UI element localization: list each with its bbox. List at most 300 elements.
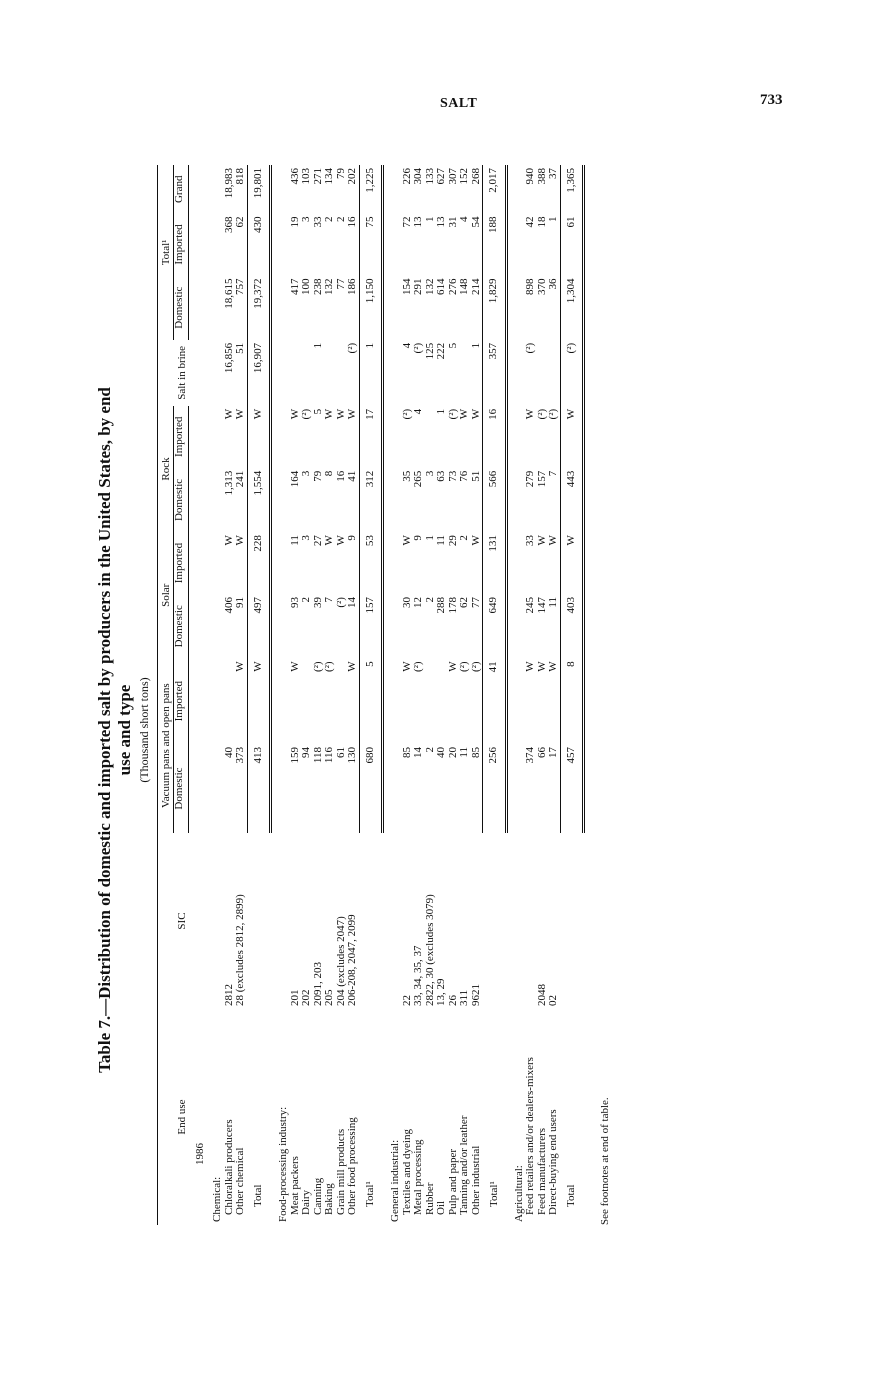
col-end-use: End use — [158, 1009, 189, 1225]
sic-code: 33, 34, 35, 37 — [412, 945, 424, 1006]
table-cell: 4 — [458, 216, 470, 223]
table-cell: W — [234, 661, 246, 672]
total-cell: W — [560, 406, 584, 468]
table-row — [525, 165, 537, 1225]
table-row — [425, 165, 437, 1225]
table-cell: 62 — [458, 597, 470, 609]
end-use-label: Other industrial — [469, 1145, 482, 1215]
table-cell: 388 — [535, 168, 548, 185]
table-cell: 3 — [300, 216, 312, 223]
table-cell — [425, 406, 437, 468]
table-cell: 5 — [311, 408, 324, 415]
total-label: Total¹ — [487, 1181, 500, 1207]
table-cell: 54 — [469, 216, 482, 228]
table-cell: 37 — [547, 168, 559, 179]
table-cell: 36 — [547, 278, 559, 290]
table-cell: 178 — [446, 597, 459, 614]
total-cell: 16,907 — [247, 340, 271, 406]
sic-code: 2048 — [535, 984, 548, 1006]
sic-code: 28 (excludes 2812, 2899) — [234, 894, 247, 1006]
table-cell: 19 — [288, 216, 301, 228]
table-cell: (²) — [300, 408, 312, 420]
section-heading: Food-processing industry: — [277, 1106, 289, 1222]
table-cell: W — [234, 408, 246, 420]
total-cell: 53 — [359, 532, 383, 594]
table-cell: W — [547, 661, 559, 672]
table-cell: 3 — [300, 535, 312, 541]
table-cell: 157 — [535, 470, 548, 488]
table-cell: 130 — [346, 747, 358, 764]
table-cell: 79 — [311, 470, 324, 482]
total-cell: 19,801 — [247, 165, 271, 214]
table-cell: W — [535, 535, 548, 546]
end-use-label: Dairy — [300, 1189, 312, 1215]
table-cell: W — [334, 535, 347, 546]
table-cell: 9 — [346, 535, 358, 541]
table-cell: 18,983 — [222, 168, 235, 199]
table-cell: 66 — [535, 747, 548, 758]
footnote-reference: See footnotes at end of table. — [599, 1097, 611, 1225]
rotated-table-block — [95, 150, 735, 1310]
total-cell: 1,829 — [483, 275, 507, 339]
table-row — [436, 165, 448, 1225]
table-cell: W — [346, 408, 358, 420]
table-cell: 5 — [446, 342, 459, 349]
table-cell: 2 — [334, 216, 347, 223]
table-cell: 276 — [446, 278, 459, 295]
col-rock: Rock — [158, 406, 174, 532]
table-cell: 77 — [334, 278, 347, 290]
table-cell: 4 — [400, 342, 413, 349]
table-cell: 374 — [524, 747, 536, 764]
table-cell: (²) — [334, 597, 347, 608]
total-cell: 1,225 — [359, 165, 383, 214]
total-cell: 649 — [483, 594, 507, 658]
total-cell: 1,304 — [560, 275, 584, 339]
table-cell: 42 — [524, 216, 536, 228]
col-vacuum-domestic: Domestic — [173, 744, 189, 833]
table-cell: 245 — [524, 597, 536, 614]
table-cell: W — [547, 535, 559, 546]
col-brine: Salt in brine — [158, 340, 189, 406]
total-cell: 1,365 — [560, 165, 584, 214]
total-cell: 61 — [560, 214, 584, 276]
table-cell: 373 — [234, 747, 246, 764]
table-wrapper — [157, 165, 611, 1225]
table-cell: (²) — [400, 408, 413, 420]
table-cell: 2 — [423, 597, 436, 603]
total-cell: 357 — [483, 340, 507, 406]
table-cell: 16,856 — [222, 342, 235, 374]
table-cell: 125 — [423, 342, 436, 360]
sic-code: 204 (excludes 2047) — [334, 916, 347, 1006]
sic-code: 205 — [323, 989, 335, 1006]
total-cell: 19,372 — [247, 275, 271, 339]
table-cell: 898 — [524, 278, 536, 295]
sic-code: 2091, 203 — [311, 962, 324, 1006]
table-cell: 72 — [400, 216, 413, 228]
table-cell — [301, 340, 313, 406]
section-spacer — [584, 165, 592, 1225]
table-cell: 202 — [346, 168, 358, 185]
table-cell: 116 — [323, 747, 335, 764]
table-cell: W — [323, 408, 335, 420]
table-cell: W — [346, 661, 358, 672]
total-cell: 403 — [560, 594, 584, 658]
section-heading-row — [278, 165, 290, 1225]
table-row — [448, 165, 460, 1225]
table-cell: 147 — [535, 597, 548, 614]
table-row — [413, 165, 425, 1225]
table-cell: 20 — [446, 747, 459, 758]
table-cell: W — [400, 535, 413, 546]
sic-code: 22 — [400, 995, 413, 1006]
sic-code: 2822, 30 (excludes 3079) — [423, 894, 436, 1006]
end-use-label: Baking — [323, 1183, 335, 1215]
table-cell: W — [288, 408, 301, 420]
table-row — [471, 165, 483, 1225]
table-cell: 91 — [234, 597, 246, 609]
table-cell: 31 — [446, 216, 459, 228]
total-cell: 228 — [247, 532, 271, 594]
table-row — [402, 165, 414, 1225]
table-cell: 14 — [346, 597, 358, 609]
table-cell: 3 — [300, 470, 312, 477]
table-cell: (²) — [311, 661, 324, 673]
table-cell: 51 — [469, 470, 482, 482]
table-cell: (²) — [547, 408, 559, 420]
end-use-label: Pulp and paper — [446, 1149, 459, 1215]
table-row — [224, 165, 236, 1225]
table-cell: 16 — [346, 216, 358, 228]
table-cell: 152 — [458, 168, 470, 185]
table-cell: 85 — [400, 747, 413, 758]
table-cell: 154 — [400, 278, 413, 295]
sic-code: 9621 — [469, 984, 482, 1006]
table-cell: 307 — [446, 168, 459, 185]
table-cell — [425, 658, 437, 744]
distribution-table — [157, 165, 591, 1225]
table-cell: 40 — [435, 747, 447, 758]
table-cell: 291 — [412, 278, 424, 295]
total-cell: W — [247, 406, 271, 468]
table-cell: 1 — [423, 216, 436, 223]
table-cell: 940 — [524, 168, 536, 185]
table-row — [459, 165, 471, 1225]
end-use-label: Direct-buying end users — [547, 1109, 560, 1215]
table-cell: 4 — [412, 408, 424, 415]
table-cell: 2 — [300, 597, 312, 603]
table-cell — [436, 658, 448, 744]
table-cell: 33 — [524, 535, 536, 547]
table-cell — [290, 340, 302, 406]
total-cell: 188 — [483, 214, 507, 276]
table-subtitle: (Thousand short tons) — [137, 677, 151, 783]
table-caption — [95, 150, 152, 1310]
sic-code: 311 — [458, 989, 470, 1006]
table-cell: 148 — [458, 278, 470, 295]
table-cell: 13 — [412, 216, 424, 228]
table-cell: 76 — [458, 470, 470, 482]
table-cell: 288 — [435, 597, 447, 614]
table-cell: W — [288, 661, 301, 672]
table-cell: 436 — [288, 168, 301, 185]
table-cell: 14 — [412, 747, 424, 758]
table-cell: 13 — [435, 216, 447, 228]
page-header — [0, 0, 870, 130]
table-row — [548, 165, 560, 1225]
table-cell: 18 — [535, 216, 548, 228]
table-cell: 40 — [222, 747, 235, 758]
table-cell: 134 — [323, 168, 335, 185]
end-use-label: Metal processing — [412, 1139, 424, 1215]
total-cell: 75 — [359, 214, 383, 276]
table-title: Table 7.—Distribution of domestic and imported salt by producers in the United States, by end use and type — [95, 387, 134, 1073]
total-cell: W — [560, 532, 584, 594]
end-use-label: Canning — [311, 1177, 324, 1215]
section-heading-row — [390, 165, 402, 1225]
table-row — [301, 165, 313, 1225]
table-cell: W — [222, 535, 235, 546]
col-solar-imported: Imported — [173, 532, 189, 594]
table-cell: 51 — [234, 342, 246, 354]
table-row — [537, 165, 549, 1225]
total-cell: 157 — [359, 594, 383, 658]
total-sic-blank — [560, 833, 584, 1009]
col-rock-domestic: Domestic — [173, 468, 189, 532]
total-cell: 566 — [483, 468, 507, 532]
total-sic-blank — [359, 833, 383, 1009]
table-cell: W — [535, 661, 548, 672]
table-cell: W — [469, 535, 482, 546]
table-cell: 1,313 — [222, 470, 235, 496]
table-cell: 417 — [288, 278, 301, 295]
col-sic: SIC — [158, 833, 189, 1009]
table-cell: 12 — [412, 597, 424, 609]
year-label: 1986 — [193, 1143, 206, 1165]
table-cell: 222 — [435, 342, 447, 360]
table-body — [189, 165, 592, 1225]
total-cell: 1 — [359, 340, 383, 406]
table-cell: 41 — [346, 470, 358, 482]
table-cell: 8 — [323, 470, 335, 477]
total-row — [483, 165, 507, 1225]
total-cell: (²) — [560, 340, 584, 406]
end-use-label: Feed retailers and/or dealers-mixers — [524, 1057, 536, 1215]
section-spacer — [383, 165, 391, 1225]
col-rock-imported: Imported — [173, 406, 189, 468]
table-cell: 757 — [234, 278, 246, 295]
sic-code: 206-208, 2047, 2099 — [346, 914, 359, 1006]
table-cell: W — [524, 661, 536, 672]
total-label: Total¹ — [364, 1181, 376, 1207]
total-label: Total — [565, 1184, 577, 1207]
end-use-label: Rubber — [423, 1182, 436, 1215]
total-cell: 17 — [359, 406, 383, 468]
total-cell: 680 — [359, 744, 383, 833]
table-cell: 132 — [323, 278, 335, 295]
sic-code: 2812 — [222, 984, 235, 1006]
total-cell: 497 — [247, 594, 271, 658]
table-cell: 7 — [547, 470, 559, 477]
total-label: Total — [252, 1184, 264, 1207]
table-cell: 226 — [400, 168, 413, 185]
table-cell: W — [446, 661, 459, 672]
col-total-imported: Imported — [173, 214, 189, 276]
table-row — [313, 165, 325, 1225]
table-cell — [548, 340, 560, 406]
section-heading: Agricultural: — [512, 1165, 525, 1222]
total-row — [359, 165, 383, 1225]
col-total: Total¹ — [158, 165, 174, 340]
table-cell: 118 — [311, 747, 324, 764]
total-cell: 131 — [483, 532, 507, 594]
table-cell: 164 — [288, 470, 301, 488]
table-cell: 1 — [423, 535, 436, 541]
table-cell: 1 — [547, 216, 559, 223]
table-cell: 159 — [288, 747, 301, 764]
page-number: 733 — [760, 92, 783, 108]
total-sic-blank — [483, 833, 507, 1009]
table-cell: 3 — [423, 470, 436, 477]
table-cell: 214 — [469, 278, 482, 295]
table-cell: 35 — [400, 470, 413, 482]
total-cell: 41 — [483, 658, 507, 744]
table-cell: 73 — [446, 470, 459, 482]
table-cell: W — [323, 535, 335, 546]
col-vacuum: Vacuum pans and open pans — [158, 658, 174, 833]
table-cell: 61 — [334, 747, 347, 758]
table-cell: 9 — [412, 535, 424, 541]
end-use-label: Textiles and dyeing — [400, 1129, 413, 1215]
table-cell: (²) — [535, 408, 548, 420]
table-cell: 30 — [400, 597, 413, 609]
table-row — [324, 165, 336, 1225]
table-cell: 39 — [311, 597, 324, 609]
section-spacer — [506, 165, 514, 1225]
table-cell: 627 — [435, 168, 447, 185]
table-cell: 406 — [222, 597, 235, 614]
table-cell: 77 — [469, 597, 482, 609]
section-spacer — [271, 165, 279, 1225]
total-sic-blank — [247, 833, 271, 1009]
table-cell: W — [222, 408, 235, 420]
table-row — [290, 165, 302, 1225]
sic-code: 26 — [446, 995, 459, 1006]
table-cell: 94 — [300, 747, 312, 758]
total-cell: 256 — [483, 744, 507, 833]
table-cell: 1 — [435, 408, 447, 415]
table-cell: W — [524, 408, 536, 420]
end-use-label: Oil — [435, 1200, 447, 1215]
table-cell: 304 — [412, 168, 424, 185]
table-cell: 2 — [423, 747, 436, 753]
table-cell: 132 — [423, 278, 436, 295]
end-use-label: Chloralkali producers — [222, 1119, 235, 1215]
table-cell: 18,615 — [222, 278, 235, 309]
total-cell: 5 — [359, 658, 383, 744]
table-row — [336, 165, 348, 1225]
table-cell: (²) — [469, 661, 482, 673]
table-cell: W — [234, 535, 246, 546]
total-cell: 1,554 — [247, 468, 271, 532]
end-use-label: Other food processing — [346, 1117, 359, 1215]
table-cell: (²) — [323, 661, 335, 673]
table-cell — [324, 340, 336, 406]
table-cell: (²) — [458, 661, 470, 673]
table-cell: 265 — [412, 470, 424, 488]
table-cell: 133 — [423, 168, 436, 185]
section-heading-row — [212, 165, 224, 1225]
table-cell: 368 — [222, 216, 235, 234]
table-cell: 11 — [547, 597, 559, 608]
table-cell: 33 — [311, 216, 324, 228]
table-cell — [301, 658, 313, 744]
running-head: SALT — [440, 96, 478, 111]
table-cell: (²) — [346, 342, 358, 354]
table-cell: 11 — [458, 747, 470, 758]
table-cell: 103 — [300, 168, 312, 185]
table-cell: W — [400, 661, 413, 672]
table-cell: 268 — [469, 168, 482, 185]
table-cell: 2 — [458, 535, 470, 541]
total-cell: 2,017 — [483, 165, 507, 214]
table-cell — [459, 340, 471, 406]
table-cell: 29 — [446, 535, 459, 547]
table-cell: 62 — [234, 216, 246, 228]
total-cell: 16 — [483, 406, 507, 468]
table-cell: 614 — [435, 278, 447, 295]
table-cell: 238 — [311, 278, 324, 295]
total-cell: 457 — [560, 744, 584, 833]
table-cell — [537, 340, 549, 406]
end-use-label: Meat packers — [288, 1156, 301, 1215]
col-vacuum-imported: Imported — [173, 658, 189, 744]
table-cell: 93 — [288, 597, 301, 609]
end-use-label: Tanning and/or leather — [458, 1115, 470, 1215]
table-cell: 186 — [346, 278, 358, 295]
table-cell: 2 — [323, 216, 335, 223]
end-use-label: Other chemical — [234, 1147, 247, 1215]
table-cell: 11 — [288, 535, 301, 546]
table-cell: 271 — [311, 168, 324, 185]
total-cell: 430 — [247, 214, 271, 276]
col-solar-domestic: Domestic — [173, 594, 189, 658]
table-cell: 7 — [323, 597, 335, 603]
total-cell: 413 — [247, 744, 271, 833]
table-row — [347, 165, 359, 1225]
section-heading: General industrial: — [389, 1139, 401, 1222]
table-cell: 16 — [334, 470, 347, 482]
total-cell: 443 — [560, 468, 584, 532]
table-cell: 27 — [311, 535, 324, 547]
total-cell: W — [247, 658, 271, 744]
sic-code: 202 — [300, 989, 312, 1006]
sic-code — [525, 833, 537, 1009]
table-cell: 100 — [300, 278, 312, 295]
table-cell: 79 — [334, 168, 347, 179]
col-solar: Solar — [158, 532, 174, 658]
table-cell: 818 — [234, 168, 246, 185]
col-total-domestic: Domestic — [173, 275, 189, 339]
sic-code: 13, 29 — [435, 978, 447, 1006]
table-cell: 63 — [435, 470, 447, 482]
sic-code: 201 — [288, 989, 301, 1006]
table-cell: W — [469, 408, 482, 420]
table-cell: W — [458, 408, 470, 420]
table-cell: 370 — [535, 278, 548, 295]
table-row — [235, 165, 247, 1225]
